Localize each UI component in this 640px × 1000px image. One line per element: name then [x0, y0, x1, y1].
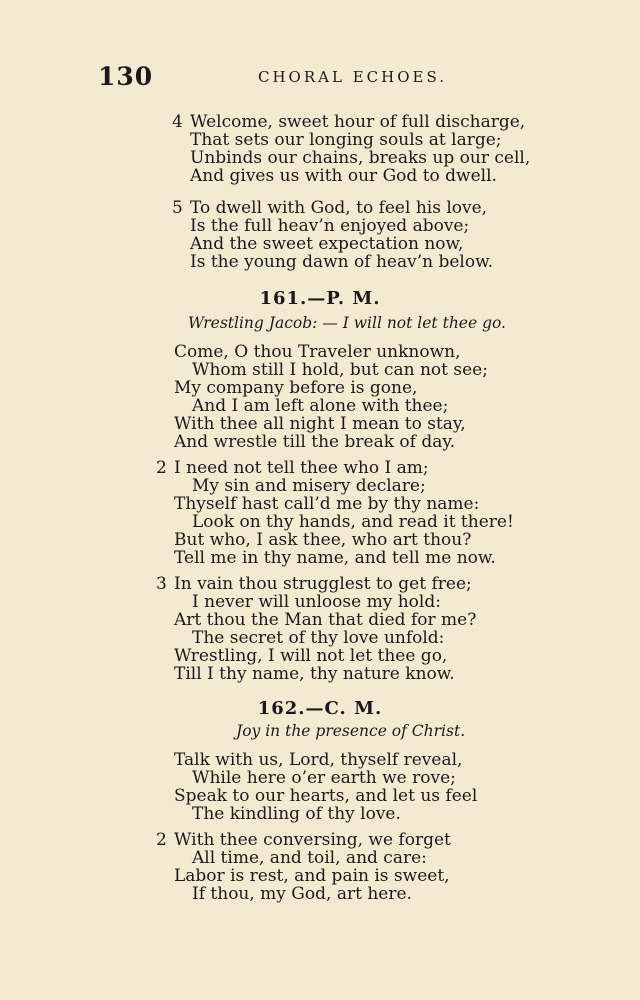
verse-line: Talk with us, Lord, thyself reveal, — [174, 750, 463, 770]
verse-line: And wrestle till the break of day. — [174, 432, 456, 452]
hymn-title: 162.—C. M. — [257, 698, 383, 719]
verse-line: The secret of thy love unfold: — [192, 628, 445, 648]
verse-line: My company before is gone, — [174, 378, 418, 398]
verse-line: With thee conversing, we forget — [174, 830, 451, 850]
verse-line: And the sweet expectation now, — [190, 234, 464, 254]
verse-line: And I am left alone with thee; — [192, 396, 449, 416]
verse-line: All time, and toil, and care: — [192, 848, 427, 868]
verse-line: Welcome, sweet hour of full discharge, — [190, 112, 526, 132]
hymn-title: 161.—P. M. — [259, 288, 381, 309]
verse-line: The kindling of thy love. — [192, 804, 401, 824]
hymn-subtitle: Joy in the presence of Christ. — [236, 722, 466, 740]
verse-line: My sin and misery declare; — [192, 476, 426, 496]
stanza-number: 2 — [156, 458, 167, 478]
verse-line: Unbinds our chains, breaks up our cell, — [190, 148, 531, 168]
stanza-number: 2 — [156, 830, 167, 850]
stanza-number: 5 — [172, 198, 183, 218]
verse-line: Whom still I hold, but can not see; — [192, 360, 488, 380]
verse-line: Wrestling, I will not let thee go, — [174, 646, 448, 666]
stanza-number: 4 — [172, 112, 183, 132]
verse-line: And gives us with our God to dwell. — [190, 166, 497, 186]
verse-line: But who, I ask thee, who art thou? — [174, 530, 472, 550]
verse-line: To dwell with God, to feel his love, — [190, 198, 488, 218]
verse-line: In vain thou strugglest to get free; — [174, 574, 472, 594]
verse-line: Tell me in thy name, and tell me now. — [174, 548, 496, 568]
verse-line: Is the young dawn of heav’n below. — [190, 252, 494, 272]
verse-line: Labor is rest, and pain is sweet, — [174, 866, 450, 886]
verse-line: Art thou the Man that died for me? — [174, 610, 477, 630]
verse-line: Is the full heav’n enjoyed above; — [190, 216, 470, 236]
verse-line: With thee all night I mean to stay, — [174, 414, 466, 434]
verse-line: Come, O thou Traveler unknown, — [174, 342, 461, 362]
verse-line: Thyself hast call’d me by thy name: — [174, 494, 480, 514]
page-header — [98, 62, 528, 90]
verse-line: That sets our longing souls at large; — [190, 130, 502, 150]
verse-line: Look on thy hands, and read it there! — [192, 512, 514, 532]
stanza-number: 3 — [156, 574, 167, 594]
verse-line: Speak to our hearts, and let us feel — [174, 786, 478, 806]
page-number: 130 — [98, 62, 154, 91]
verse-line: If thou, my God, art here. — [192, 884, 412, 904]
hymn-subtitle: Wrestling Jacob: — I will not let thee go. — [188, 314, 506, 332]
verse-line: While here o’er earth we rove; — [192, 768, 456, 788]
verse-line: I need not tell thee who I am; — [174, 458, 429, 478]
verse-line: Till I thy name, thy nature know. — [174, 664, 455, 684]
running-head: CHORAL ECHOES. — [258, 68, 447, 86]
verse-line: I never will unloose my hold: — [192, 592, 441, 612]
